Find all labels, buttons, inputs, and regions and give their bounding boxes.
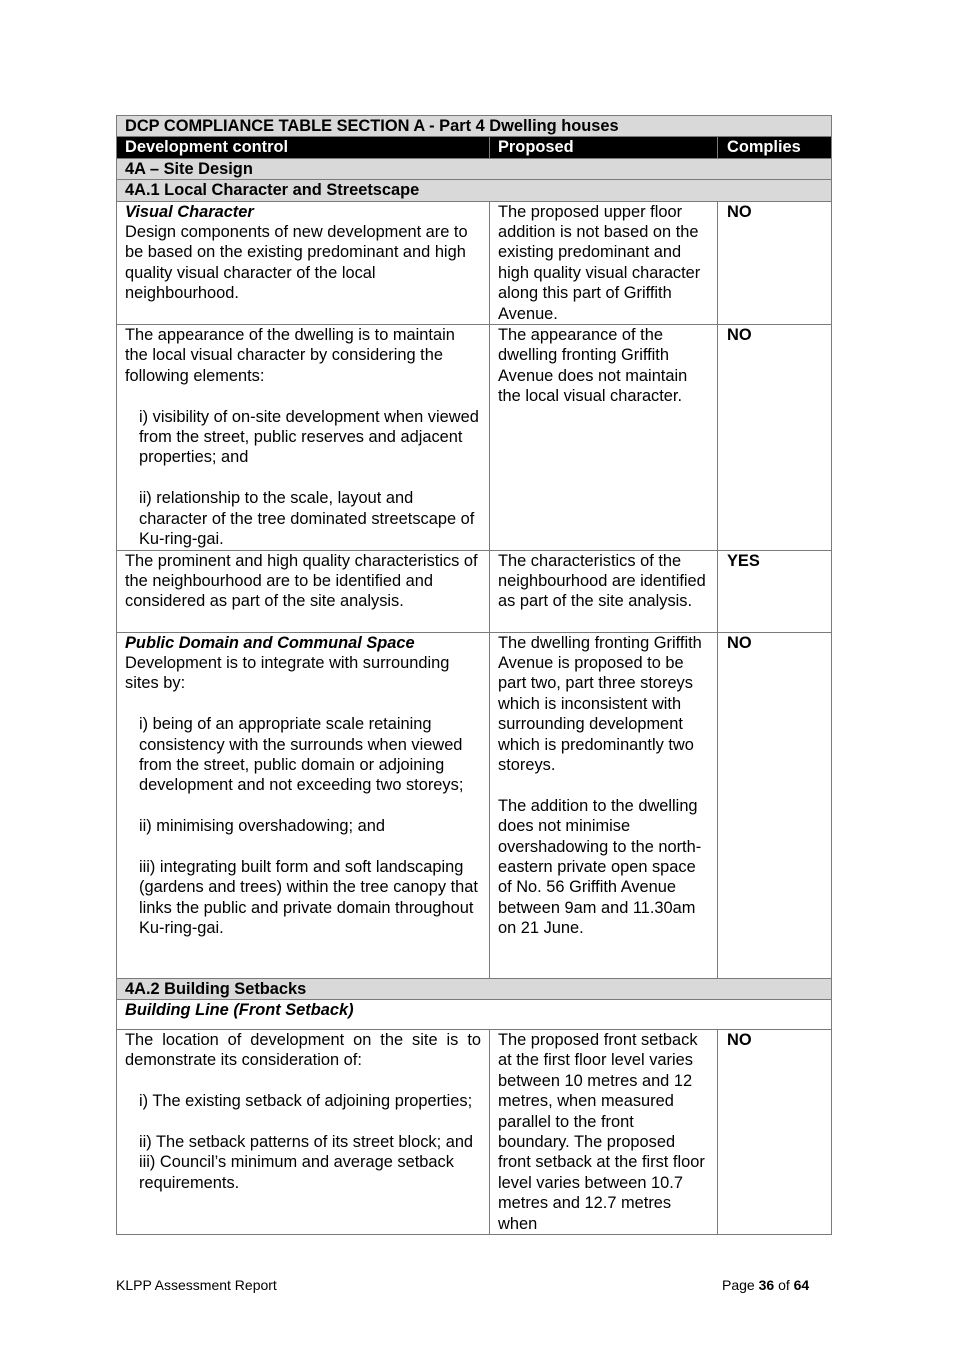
- section-heading-4a: 4A – Site Design: [117, 158, 832, 179]
- page-label: Page: [722, 1277, 755, 1293]
- section-row: [117, 978, 832, 999]
- control-item: iii) Council’s minimum and average setback requirements.: [139, 1153, 454, 1192]
- proposed-text: The proposed front setback at the first floor level varies between 10 metres and 12 metres, when measured parallel to the front boundary. The proposed front setback at the first floor level varies between 10.7 metres and 12.7 metres when: [498, 1030, 705, 1233]
- proposed-cell: [490, 632, 718, 978]
- control-text: The prominent and high quality characteristics of the neighbourhood are to be identified and considered as part of the site analysis.: [125, 551, 478, 611]
- proposed-text: The addition to the dwelling does not minimise overshadowing to the north-eastern private open space of No. 56 Griffith Avenue between 9am and 11.30am on 21 June.: [498, 796, 702, 938]
- subheading-front-setback: Building Line (Front Setback): [117, 999, 832, 1029]
- control-item: ii) minimising overshadowing; and: [139, 817, 385, 836]
- table-row: [117, 1029, 832, 1234]
- table-row: [117, 201, 832, 324]
- proposed-text: The characteristics of the neighbourhood are identified as part of the site analysis.: [498, 551, 706, 611]
- table-row: [117, 550, 832, 632]
- header-development-control: Development control: [117, 137, 490, 158]
- of-label: of: [778, 1277, 790, 1293]
- control-cell: [117, 632, 490, 978]
- control-text: Design components of new development are to be based on the existing predominant and high quality visual character of the local neighbourhood.: [125, 223, 468, 303]
- table-row: [117, 325, 832, 550]
- control-cell: [117, 550, 490, 632]
- dcp-compliance-table: [116, 115, 832, 1235]
- control-item: i) being of an appropriate scale retaining consistency with the surrounds when viewed from the street, public domain or adjoining development and not exceeding two storeys;: [139, 715, 464, 795]
- row-heading: Visual Character: [125, 202, 254, 221]
- subheading-row: [117, 999, 832, 1029]
- control-cell: [117, 1029, 490, 1234]
- table-title: DCP COMPLIANCE TABLE SECTION A - Part 4 Dwelling houses: [117, 116, 832, 137]
- control-cell: [117, 201, 490, 324]
- proposed-cell: [490, 550, 718, 632]
- complies-cell: NO: [718, 201, 832, 324]
- complies-cell: YES: [718, 550, 832, 632]
- section-heading-4a2: 4A.2 Building Setbacks: [117, 978, 832, 999]
- page-current: 36: [758, 1277, 775, 1293]
- section-row: [117, 158, 832, 179]
- proposed-cell: [490, 201, 718, 324]
- control-text: The appearance of the dwelling is to maintain the local visual character by considering the following elements:: [125, 326, 455, 385]
- footer-page-number: [722, 1277, 809, 1293]
- section-row: [117, 180, 832, 201]
- table-row: [117, 632, 832, 978]
- complies-cell: NO: [718, 1029, 832, 1234]
- section-heading-4a1: 4A.1 Local Character and Streetscape: [117, 180, 832, 201]
- table-title-row: [117, 116, 832, 137]
- header-complies: Complies: [718, 137, 832, 158]
- proposed-text: The appearance of the dwelling fronting Griffith Avenue does not maintain the local visual character.: [498, 326, 688, 406]
- header-proposed: Proposed: [490, 137, 718, 158]
- control-text: The location of development on the site is to demonstrate its consideration of:: [125, 1030, 481, 1070]
- proposed-text: The dwelling fronting Griffith Avenue is proposed to be part two, part three storeys which is inconsistent with surrounding development which is predominantly two storeys.: [498, 633, 702, 774]
- row-heading: Public Domain and Communal Space: [125, 633, 415, 652]
- control-item: ii) The setback patterns of its street block; and: [139, 1132, 474, 1151]
- table-header-row: [117, 137, 832, 158]
- complies-cell: NO: [718, 632, 832, 978]
- proposed-cell: [490, 1029, 718, 1234]
- control-item: i) The existing setback of adjoining properties;: [139, 1092, 473, 1111]
- proposed-text: The proposed upper floor addition is not based on the existing predominant and high quality visual character along this part of Griffith Avenue.: [498, 202, 701, 323]
- document-page: [116, 115, 831, 1235]
- footer-report-name: KLPP Assessment Report: [116, 1277, 277, 1293]
- control-item: i) visibility of on-site development when viewed from the street, public reserves and adjacent properties; and: [139, 407, 479, 467]
- control-item: iii) integrating built form and soft landscaping (gardens and trees) within the tree canopy that links the public and private domain throughout Ku-ring-gai.: [139, 857, 478, 938]
- control-item: ii) relationship to the scale, layout and character of the tree dominated streetscape of Ku-ring-gai.: [139, 489, 475, 549]
- control-text: Development is to integrate with surrounding sites by:: [125, 653, 450, 693]
- proposed-cell: [490, 325, 718, 550]
- control-cell: [117, 325, 490, 550]
- page-total: 64: [793, 1277, 810, 1293]
- complies-cell: NO: [718, 325, 832, 550]
